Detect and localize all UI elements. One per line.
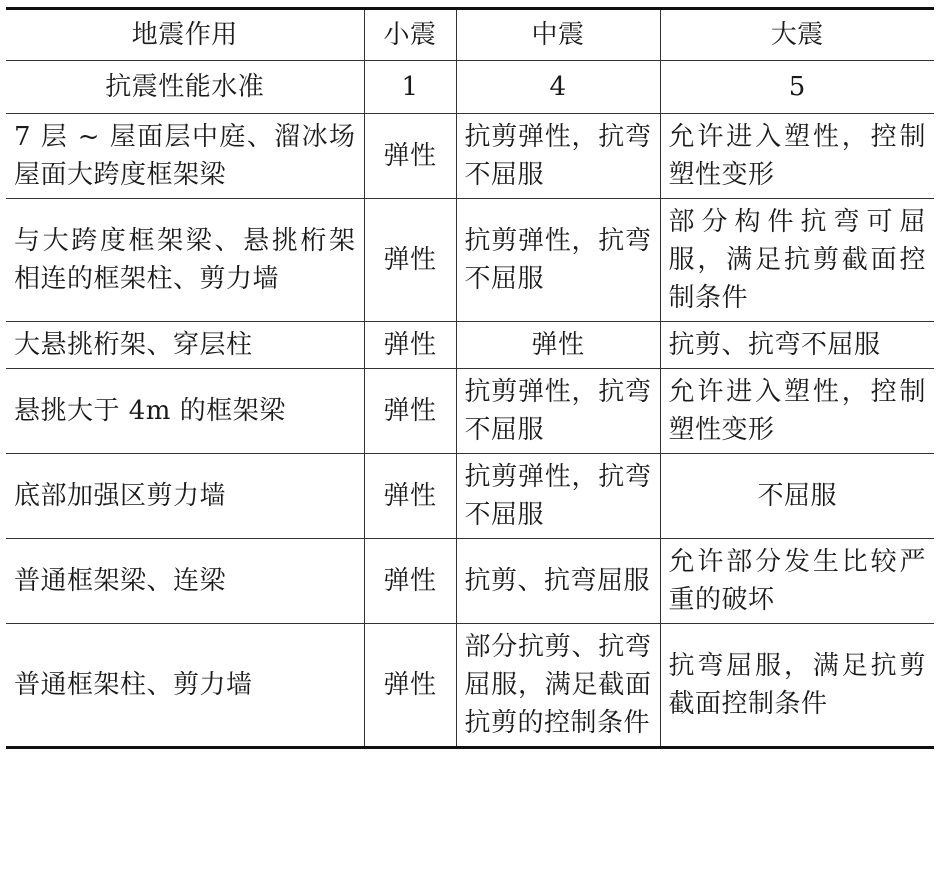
- row-minor: 弹性: [364, 322, 456, 369]
- row-component: 底部加强区剪力墙: [6, 454, 364, 539]
- row-minor: 弹性: [364, 114, 456, 199]
- table-row: [6, 539, 934, 624]
- row-moderate: 抗剪弹性，抗弯不屈服: [456, 369, 660, 454]
- row-component: 7 层 ~ 屋面层中庭、溜冰场屋面大跨度框架梁: [6, 114, 364, 199]
- table-row: [6, 369, 934, 454]
- row-minor: 弹性: [364, 199, 456, 322]
- performance-table-container: [6, 7, 934, 749]
- row-minor: 弹性: [364, 369, 456, 454]
- row-major: 允许进入塑性，控制塑性变形: [660, 369, 934, 454]
- seismic-performance-table: [6, 7, 934, 749]
- table-row: [6, 322, 934, 369]
- row-component: 大悬挑桁架、穿层柱: [6, 322, 364, 369]
- row-moderate: 抗剪弹性，抗弯不屈服: [456, 114, 660, 199]
- row-major: 抗剪、抗弯不屈服: [660, 322, 934, 369]
- row-minor: 弹性: [364, 539, 456, 624]
- row-minor: 弹性: [364, 454, 456, 539]
- header-action: 地震作用: [6, 9, 364, 61]
- row-component: 悬挑大于 4m 的框架梁: [6, 369, 364, 454]
- header-moderate-quake: 中震: [456, 9, 660, 61]
- row-major: 抗弯屈服，满足抗剪截面控制条件: [660, 624, 934, 748]
- table-row: [6, 199, 934, 322]
- header-minor-quake: 小震: [364, 9, 456, 61]
- row-component: 与大跨度框架梁、悬挑桁架相连的框架柱、剪力墙: [6, 199, 364, 322]
- table-row: [6, 454, 934, 539]
- level-row: [6, 61, 934, 114]
- level-moderate: 4: [456, 61, 660, 114]
- level-label: 抗震性能水准: [6, 61, 364, 114]
- header-row: [6, 9, 934, 61]
- table-row: [6, 114, 934, 199]
- row-component: 普通框架柱、剪力墙: [6, 624, 364, 748]
- level-minor: 1: [364, 61, 456, 114]
- row-minor: 弹性: [364, 624, 456, 748]
- row-major: 部分构件抗弯可屈服，满足抗剪截面控制条件: [660, 199, 934, 322]
- row-major: 允许进入塑性，控制塑性变形: [660, 114, 934, 199]
- level-major: 5: [660, 61, 934, 114]
- row-moderate: 抗剪、抗弯屈服: [456, 539, 660, 624]
- row-major: 允许部分发生比较严重的破坏: [660, 539, 934, 624]
- table-row: [6, 624, 934, 748]
- row-component: 普通框架梁、连梁: [6, 539, 364, 624]
- row-moderate: 部分抗剪、抗弯屈服，满足截面抗剪的控制条件: [456, 624, 660, 748]
- row-major: 不屈服: [660, 454, 934, 539]
- row-moderate: 抗剪弹性，抗弯不屈服: [456, 454, 660, 539]
- header-major-quake: 大震: [660, 9, 934, 61]
- row-moderate: 弹性: [456, 322, 660, 369]
- row-moderate: 抗剪弹性，抗弯不屈服: [456, 199, 660, 322]
